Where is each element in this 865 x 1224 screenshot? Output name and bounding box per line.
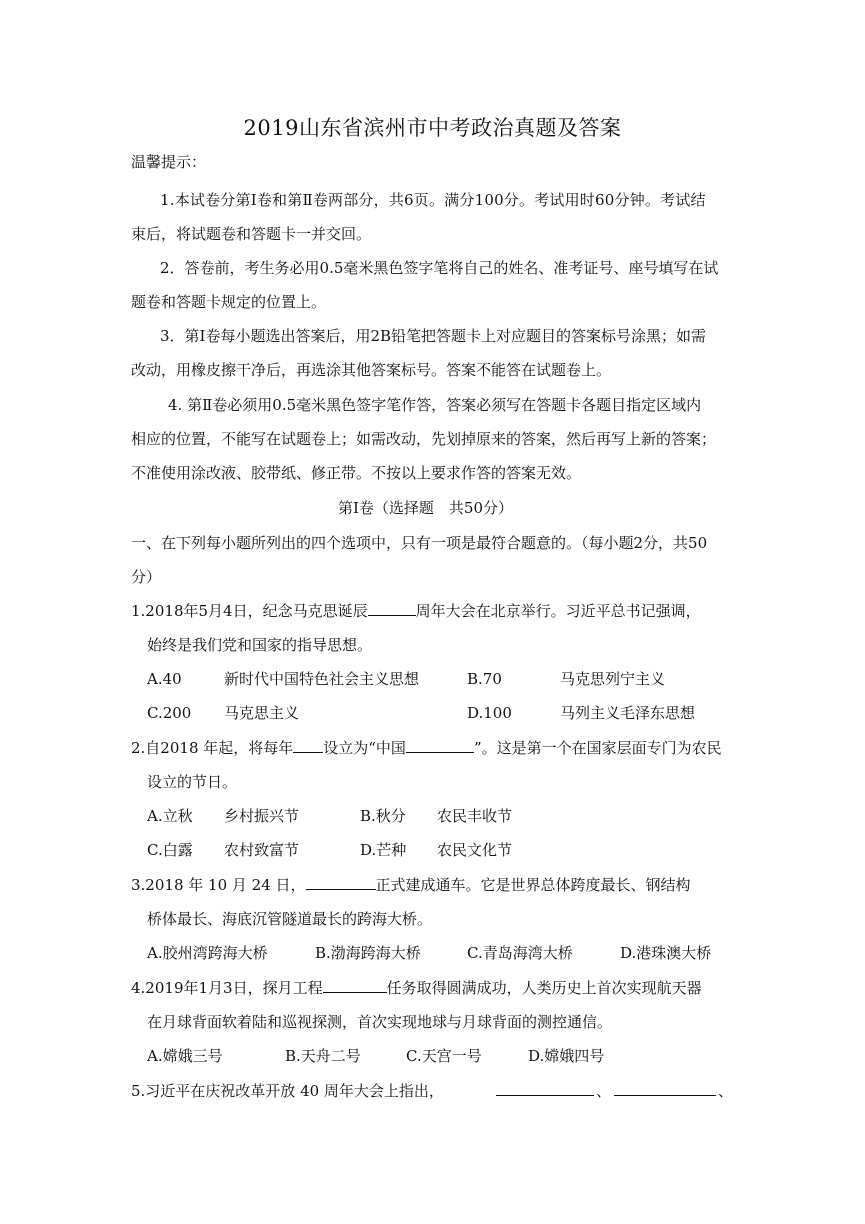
question-3-stem-line-2: 桥体最长、海底沉管隧道最长的跨海大桥。 bbox=[147, 910, 433, 928]
question-1-option-a-text: 新时代中国特色社会主义思想 bbox=[224, 670, 420, 688]
question-5-separator-2: 、 bbox=[718, 1082, 734, 1100]
question-1-option-b-text: 马克思列宁主义 bbox=[560, 670, 666, 688]
question-4-stem-part-a: 4.2019年1月3日，探月工程 bbox=[131, 979, 323, 997]
question-4-option-a: A.嫦娥三号 bbox=[147, 1047, 223, 1065]
question-1-option-d-key: D.100 bbox=[467, 704, 512, 722]
question-2-stem bbox=[131, 736, 722, 760]
question-2-option-a-key: A.立秋 bbox=[147, 807, 193, 825]
notice-item-1-line-2: 束后，将试题卷和答题卡一并交回。 bbox=[131, 225, 372, 243]
question-4-stem-part-b: 任务取得圆满成功，人类历史上首次实现航天器 bbox=[386, 979, 702, 997]
notice-item-3-line-1: 3．第Ⅰ卷每小题选出答案后，用2B铅笔把答题卡上对应题目的答案标号涂黑；如需 bbox=[160, 327, 707, 345]
question-3-option-c: C.青岛海湾大桥 bbox=[467, 944, 573, 962]
notice-item-2-line-2: 题卷和答题卡规定的位置上。 bbox=[131, 293, 327, 311]
question-1-option-b-key: B.70 bbox=[467, 670, 502, 688]
question-3-option-d: D.港珠澳大桥 bbox=[620, 944, 712, 962]
question-1-stem-part-a: 1.2018年5月4日，纪念马克思诞辰 bbox=[131, 602, 368, 620]
notice-item-4-line-3: 不准使用涂改液、胶带纸、修正带。不按以上要求作答的答案无效。 bbox=[131, 464, 582, 482]
question-2-option-b-key: B.秋分 bbox=[360, 807, 406, 825]
question-5-stem bbox=[131, 1079, 444, 1103]
question-1-stem-part-b: 周年大会在北京举行。习近平总书记强调， bbox=[415, 602, 701, 620]
question-1-option-a-key: A.40 bbox=[147, 670, 182, 688]
question-1-option-d-text: 马列主义毛泽东思想 bbox=[560, 704, 696, 722]
notice-item-4-line-2: 相应的位置，不能写在试题卷上；如需改动，先划掉原来的答案，然后再写上新的答案； bbox=[131, 430, 717, 448]
notice-item-2-line-1: 2．答卷前，考生务必用0.5毫米黑色签字笔将自己的姓名、准考证号、座号填写在试 bbox=[160, 259, 719, 277]
section-instruction-line-1: 一、在下列每小题所列出的四个选项中，只有一项是最符合题意的。（每小题2分，共50 bbox=[131, 534, 708, 552]
question-1-option-c-text: 马克思主义 bbox=[224, 704, 300, 722]
question-2-stem-part-b: 设立为“中国 bbox=[323, 739, 406, 757]
answer-blank bbox=[496, 1085, 594, 1096]
answer-blank bbox=[368, 601, 416, 616]
answer-blank bbox=[406, 738, 474, 753]
question-3-stem-part-a: 3.2018 年 10 月 24 日， bbox=[131, 876, 306, 894]
question-1-option-c-key: C.200 bbox=[147, 704, 192, 722]
question-1-stem-line-2: 始终是我们党和国家的指导思想。 bbox=[147, 636, 373, 654]
question-2-option-d-text: 农民文化节 bbox=[437, 841, 513, 859]
question-3-stem bbox=[131, 873, 691, 897]
notice-heading: 温馨提示： bbox=[131, 153, 207, 171]
question-4-stem bbox=[131, 976, 702, 1000]
question-4-stem-line-2: 在月球背面软着陆和巡视探测，首次实现地球与月球背面的测控通信。 bbox=[147, 1013, 613, 1031]
notice-item-4-line-1: 4. 第Ⅱ卷必须用0.5毫米黑色签字笔作答，答案必须写在答题卡各题目指定区域内 bbox=[168, 396, 702, 414]
answer-blank bbox=[323, 978, 387, 993]
question-2-option-b-text: 农民丰收节 bbox=[437, 807, 513, 825]
question-2-stem-part-a: 2.自2018 年起，将每年 bbox=[131, 739, 294, 757]
answer-blank bbox=[293, 738, 323, 753]
question-3-option-a: A.胶州湾跨海大桥 bbox=[147, 944, 268, 962]
question-2-stem-part-c: ”。这是第一个在国家层面专门为农民 bbox=[473, 739, 722, 757]
notice-item-1-line-1: 1.本试卷分第Ⅰ卷和第Ⅱ卷两部分，共6页。满分100分。考试用时60分钟。考试结 bbox=[160, 191, 706, 209]
question-4-option-b: B.天舟二号 bbox=[285, 1047, 361, 1065]
question-4-option-d: D.嫦娥四号 bbox=[528, 1047, 605, 1065]
question-2-stem-line-2: 设立的节日。 bbox=[147, 773, 238, 791]
question-2-option-c-text: 农村致富节 bbox=[224, 841, 300, 859]
question-2-option-c-key: C.白露 bbox=[147, 841, 193, 859]
section-instruction-line-2: 分） bbox=[131, 568, 162, 586]
notice-item-3-line-2: 改动，用橡皮擦干净后，再选涂其他答案标号。答案不能答在试题卷上。 bbox=[131, 361, 612, 379]
question-5-stem-part-a: 5.习近平在庆祝改革开放 40 周年大会上指出， bbox=[131, 1082, 444, 1100]
section-heading: 第Ⅰ卷（选择题 共50分） bbox=[338, 499, 514, 517]
question-3-option-b: B.渤海跨海大桥 bbox=[315, 944, 421, 962]
question-2-option-d-key: D.芒种 bbox=[360, 841, 407, 859]
page-title: 2019山东省滨州市中考政治真题及答案 bbox=[243, 116, 622, 140]
question-5-separator-1: 、 bbox=[596, 1082, 612, 1100]
question-4-option-c: C.天宫一号 bbox=[406, 1047, 482, 1065]
answer-blank bbox=[306, 875, 376, 890]
answer-blank bbox=[614, 1085, 716, 1096]
question-2-option-a-text: 乡村振兴节 bbox=[224, 807, 300, 825]
question-3-stem-part-b: 正式建成通车。它是世界总体跨度最长、钢结构 bbox=[375, 876, 691, 894]
question-1-stem bbox=[131, 599, 701, 623]
